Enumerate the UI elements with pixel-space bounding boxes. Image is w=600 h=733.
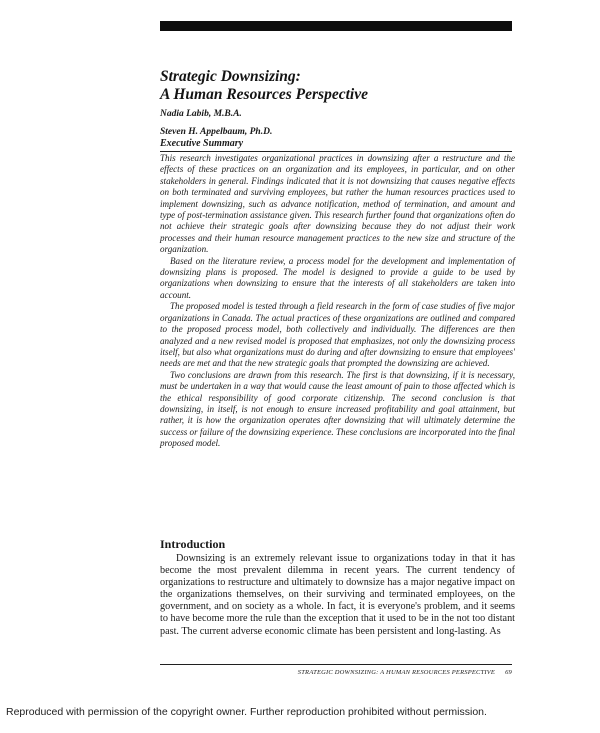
page-number: 69 xyxy=(505,669,512,676)
introduction-heading: Introduction xyxy=(160,537,226,551)
executive-summary-heading: Executive Summary xyxy=(160,138,244,149)
summary-paragraph: This research investigates organizational practices in downsizing after a restructure and the effects of these practices on an organization and its employees, in particular, and on other stakeholders in general. Findings indicated that it is not downsizing that causes negative effects on both terminated and surviving employees, but rather the human resources practices used to implement downsizing, such as advance notification, method of termination, and amount and type of post-termination assistance given. This research further found that organizations often do not achieve their strategic goals after downsizing because they do not adjust their work processes and their human resource management practices to the new size and structure of the organization. xyxy=(160,153,515,255)
author-2: Steven H. Appelbaum, Ph.D. xyxy=(160,127,273,137)
footer-divider xyxy=(160,664,512,665)
introduction-paragraph: Downsizing is an extremely relevant issue to organizations today in that it has become the most prevalent dilemma in recent years. The current tendency of organizations to restructure and ultimately to downsize has a major negative impact on the organizations themselves, on their surviving and terminated employees, on the government, and on society as a whole. In fact, it is everyone's problem, and it seems to have become more the rule than the exception that it used to be in the not too distant past. The current adverse economic climate has been persistent and long-lasting. As xyxy=(160,553,515,637)
title-line-1: Strategic Downsizing: xyxy=(160,68,301,85)
executive-summary xyxy=(160,153,515,450)
running-footer xyxy=(160,669,512,676)
copyright-notice: Reproduced with permission of the copyright owner. Further reproduction prohibited without permission. xyxy=(6,706,487,718)
running-head: STRATEGIC DOWNSIZING: A HUMAN RESOURCES PERSPECTIVE xyxy=(297,669,496,676)
author-1: Nadia Labib, M.B.A. xyxy=(160,109,242,119)
title-line-2: A Human Resources Perspective xyxy=(160,86,368,103)
summary-paragraph: The proposed model is tested through a field research in the form of case studies of five major organizations in Canada. The actual practices of these organizations are outlined and compared to the proposed process model, both collectively and individually. The differences are then analyzed and a new revised model is proposed that emphasizes, not only the downsizing process itself, but also what organizations must do during and after downsizing to ensure that employees' needs are met and that the new strategic goals that prompted the downsizing are achieved. xyxy=(160,301,515,369)
summary-paragraph: Based on the literature review, a process model for the development and implementation of downsizing plans is proposed. The model is designed to provide a guide to be used by organizations when downsizing to ensure that the interests of all stakeholders are taken into account. xyxy=(160,255,515,300)
divider xyxy=(160,151,512,152)
header-bar xyxy=(160,21,512,31)
summary-paragraph: Two conclusions are drawn from this research. The first is that downsizing, if it is necessary, must be undertaken in a way that would cause the least amount of pain to those affected which is the ethical responsibility of good corporate citizenship. The second conclusion is that downsizing, in itself, is not enough to ensure increased profitability and goal attainment, but rather, it is how the organization operates after downsizing that will ultimately determine the success or failure of the downsizing experience. These conclusions are incorporated into the final proposed model. xyxy=(160,369,515,449)
article-title xyxy=(160,68,520,104)
introduction-body xyxy=(160,553,515,638)
author-list xyxy=(160,105,272,141)
